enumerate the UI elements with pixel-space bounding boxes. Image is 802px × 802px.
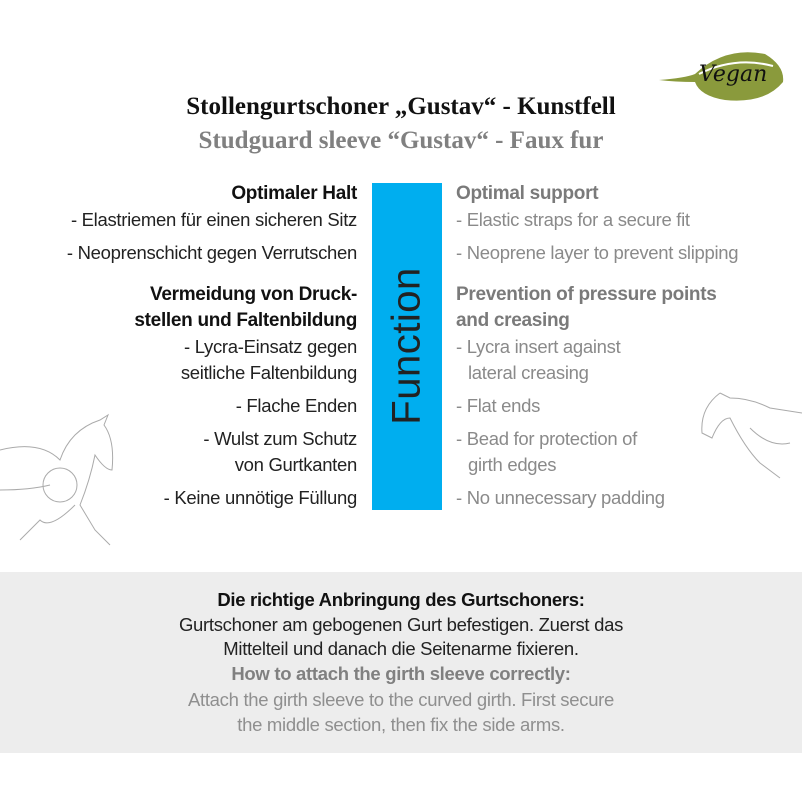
- feature-item: von Gurtkanten: [234, 454, 357, 475]
- function-label: Function: [384, 267, 429, 425]
- feature-heading: and creasing: [456, 310, 570, 331]
- feature-item: - Elastriemen für einen sicheren Sitz: [70, 209, 357, 230]
- instructions-text-en-1: Attach the girth sleeve to the curved girth. First secure: [187, 689, 615, 710]
- feature-item: - Lycra-Einsatz gegen: [184, 336, 357, 357]
- page-title-en: Studguard sleeve “Gustav“ - Faux fur: [198, 127, 604, 154]
- feature-item: - Lycra insert against: [456, 336, 621, 357]
- feature-heading: stellen und Faltenbildung: [134, 310, 357, 331]
- feature-item: - Neoprenschicht gegen Verrutschen: [66, 242, 357, 263]
- feature-heading: Prevention of pressure points: [456, 284, 717, 305]
- feature-item: - Keine unnötige Füllung: [163, 487, 357, 508]
- feature-item: - Bead for protection of: [456, 428, 637, 449]
- instructions-text-de-1: Gurtschoner am gebogenen Gurt befestigen. Zuerst das: [178, 614, 624, 635]
- feature-item: seitliche Faltenbildung: [180, 362, 357, 383]
- feature-item: - Neoprene layer to prevent slipping: [456, 242, 739, 263]
- instructions-text-en-2: the middle section, then fix the side arms.: [237, 714, 565, 735]
- feature-item: - Elastic straps for a secure fit: [456, 209, 690, 230]
- feature-item: - No unnecessary padding: [456, 487, 665, 508]
- feature-item: - Flache Enden: [235, 395, 357, 416]
- horse-sketch-left: [0, 410, 120, 565]
- instructions-text-de-2: Mittelteil und danach die Seitenarme fixieren.: [223, 638, 579, 659]
- instructions-heading-de: Die richtige Anbringung des Gurtschoners:: [217, 589, 585, 610]
- feature-item: girth edges: [468, 454, 557, 475]
- feature-heading: Vermeidung von Druck-: [150, 284, 357, 305]
- feature-item: - Wulst zum Schutz: [203, 428, 357, 449]
- vegan-label: Vegan: [699, 62, 768, 87]
- feature-heading: Optimal support: [456, 183, 599, 204]
- feature-item: lateral creasing: [468, 362, 589, 383]
- feature-heading: Optimaler Halt: [231, 183, 357, 204]
- instructions-heading-en: How to attach the girth sleeve correctly:: [231, 663, 571, 684]
- horse-sketch-right: [690, 388, 802, 503]
- feature-item: - Flat ends: [456, 395, 541, 416]
- page-title-de: Stollengurtschoner „Gustav“ - Kunstfell: [186, 93, 616, 120]
